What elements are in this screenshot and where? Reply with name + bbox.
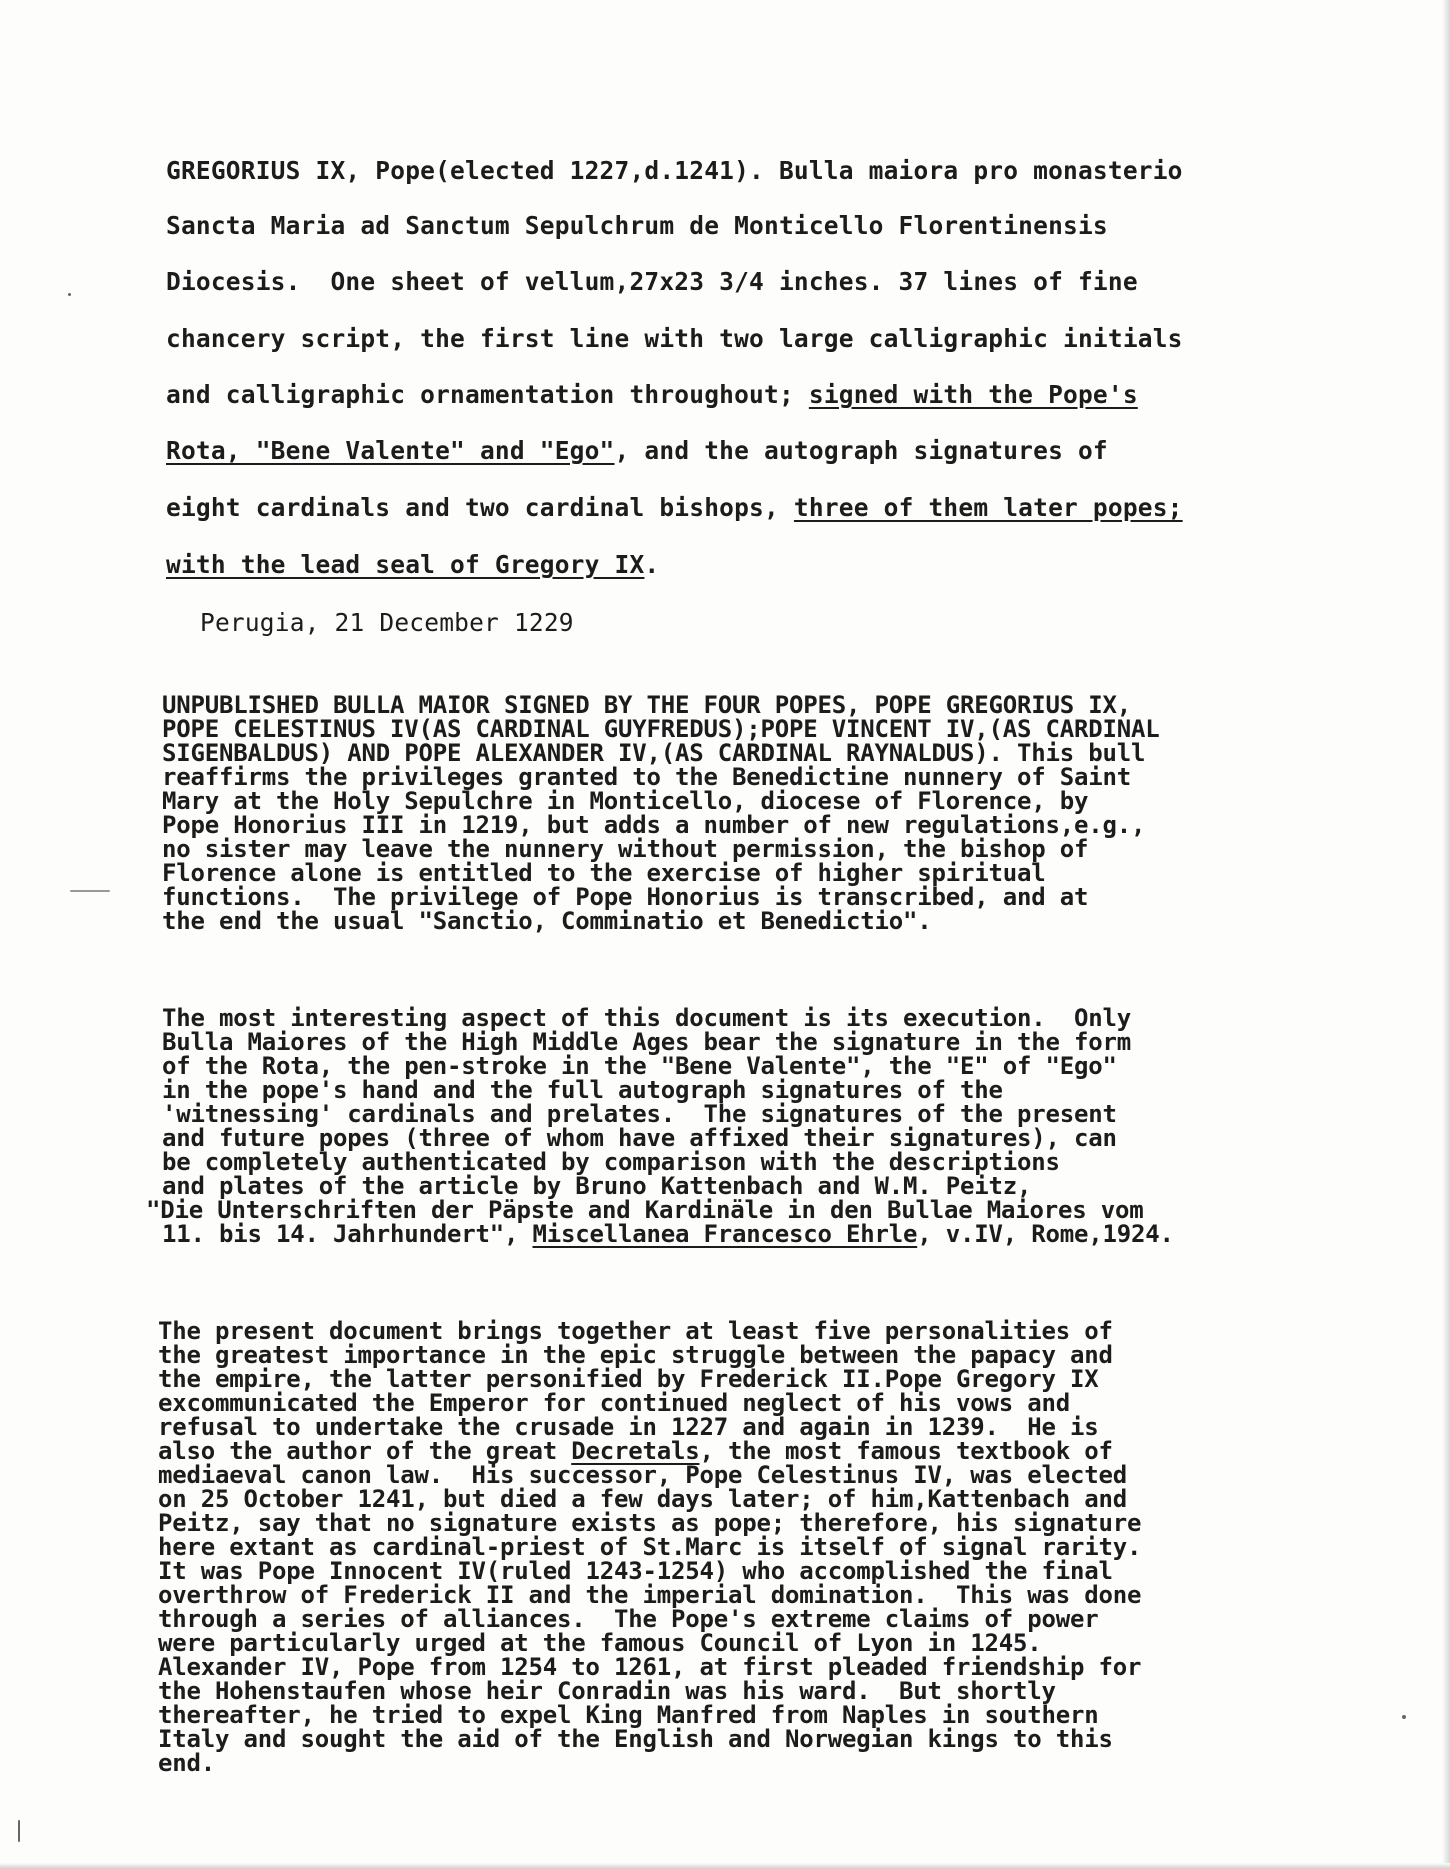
p3-line: on 25 October 1241, but died a few days later; of him,Kattenbach and <box>158 1485 1127 1513</box>
heading-line-1: GREGORIUS IX, Pope(elected 1227,d.1241). Bulla maiora pro monasterio <box>166 156 1183 185</box>
p3-line: the empire, the latter personified by Frederick II.Pope Gregory IX <box>158 1365 1099 1393</box>
p2-line: Bulla Maiores of the High Middle Ages bear the signature in the form <box>162 1028 1131 1056</box>
p1-line: reaffirms the privileges granted to the Benedictine nunnery of Saint <box>162 763 1131 791</box>
heading-line-6-text: , and the autograph signatures of <box>614 436 1108 465</box>
heading-line-5-text: and calligraphic ornamentation throughout; <box>166 380 809 409</box>
p3-line: here extant as cardinal-priest of St.Marc is itself of signal rarity. <box>158 1533 1142 1561</box>
p3-line: the Hohenstaufen whose heir Conradin was his ward. But shortly <box>158 1677 1056 1705</box>
p3-line: were particularly urged at the famous Council of Lyon in 1245. <box>158 1629 1042 1657</box>
p3-line: mediaeval canon law. His successor, Pope Celestinus IV, was elected <box>158 1461 1127 1489</box>
heading-line-4: chancery script, the first line with two large calligraphic initials <box>166 324 1183 353</box>
underlined-signed-rota: signed with the Pope's <box>808 380 1138 409</box>
underlined-later-popes: three of them later popes; <box>793 493 1183 522</box>
p1-line: the end the usual "Sanctio, Comminatio et Benedictio". <box>162 907 932 935</box>
p2-line: be completely authenticated by comparison with the descriptions <box>162 1148 1060 1176</box>
p2-line: and plates of the article by Bruno Kattenbach and W.M. Peitz, <box>162 1172 1032 1200</box>
p3-line: It was Pope Innocent IV(ruled 1243-1254) who accomplished the final <box>158 1557 1113 1585</box>
p1-line: functions. The privilege of Pope Honorius is transcribed, and at <box>162 883 1089 911</box>
scan-speck <box>70 890 110 892</box>
p3-text: also the author of the great <box>158 1437 572 1465</box>
page-edge-bottom <box>0 1863 1450 1869</box>
p3-line: end. <box>158 1749 215 1777</box>
heading-line-8 <box>166 550 659 579</box>
heading-line-6 <box>166 436 1108 465</box>
p2-line-last <box>162 1220 1174 1248</box>
p2-line: in the pope's hand and the full autograph signatures of the <box>162 1076 1003 1104</box>
heading-line-7-text: eight cardinals and two cardinal bishops, <box>166 493 794 522</box>
p3-line: refusal to undertake the crusade in 1227 and again in 1239. He is <box>158 1413 1099 1441</box>
place-date: Perugia, 21 December 1229 <box>200 608 574 637</box>
heading-line-8-text: . <box>644 550 660 579</box>
p3-line: thereafter, he tried to expel King Manfred from Naples in southern <box>158 1701 1099 1729</box>
p2-last-text-end: , v.IV, Rome,1924. <box>917 1220 1174 1248</box>
p3-line: through a series of alliances. The Pope's extreme claims of power <box>158 1605 1099 1633</box>
p2-line: of the Rota, the pen-stroke in the "Bene Valente", the "E" of "Ego" <box>162 1052 1117 1080</box>
p3-line: Alexander IV, Pope from 1254 to 1261, at first pleaded friendship for <box>158 1653 1142 1681</box>
heading-line-7 <box>166 493 1183 522</box>
page-edge-right <box>1442 0 1450 1869</box>
underlined-decretals: Decretals <box>571 1437 700 1465</box>
p1-line: SIGENBALDUS) AND POPE ALEXANDER IV,(AS CARDINAL RAYNALDUS). This bull <box>162 739 1146 767</box>
p2-line: The most interesting aspect of this document is its execution. Only <box>162 1004 1131 1032</box>
scan-speck <box>1402 1715 1406 1719</box>
underlined-rota-bene-valente: Rota, "Bene Valente" and "Ego" <box>166 436 615 465</box>
p2-line: 'witnessing' cardinals and prelates. The signatures of the present <box>162 1100 1117 1128</box>
p3-line: the greatest importance in the epic struggle between the papacy and <box>158 1341 1113 1369</box>
heading-line-3: Diocesis. One sheet of vellum,27x23 3/4 inches. 37 lines of fine <box>166 267 1138 296</box>
p3-line: excommunicated the Emperor for continued neglect of his vows and <box>158 1389 1070 1417</box>
scan-speck <box>68 293 71 296</box>
p1-line: Florence alone is entitled to the exercise of higher spiritual <box>162 859 1046 887</box>
p1-line: Mary at the Holy Sepulchre in Monticello, diocese of Florence, by <box>162 787 1089 815</box>
p2-line: "Die Unterschriften der Päpste and Kardinäle in den Bullae Maiores vom <box>146 1196 1144 1224</box>
scan-speck <box>18 1820 20 1842</box>
p3-line: overthrow of Frederick II and the imperial domination. This was done <box>158 1581 1142 1609</box>
p3-line: Italy and sought the aid of the English and Norwegian kings to this <box>158 1725 1113 1753</box>
p3-line: The present document brings together at least five personalities of <box>158 1317 1113 1345</box>
p2-line: and future popes (three of whom have affixed their signatures), can <box>162 1124 1117 1152</box>
p1-line: no sister may leave the nunnery without permission, the bishop of <box>162 835 1089 863</box>
p1-line: UNPUBLISHED BULLA MAIOR SIGNED BY THE FOUR POPES, POPE GREGORIUS IX, <box>162 691 1131 719</box>
p1-line: POPE CELESTINUS IV(AS CARDINAL GUYFREDUS);POPE VINCENT IV,(AS CARDINAL <box>162 715 1160 743</box>
p3-text-end: , the most famous textbook of <box>699 1437 1113 1465</box>
p1-line: Pope Honorius III in 1219, but adds a number of new regulations,e.g., <box>162 811 1146 839</box>
p2-last-text: 11. bis 14. Jahrhundert", <box>162 1220 533 1248</box>
underlined-lead-seal: with the lead seal of Gregory IX <box>166 550 645 579</box>
underlined-miscellanea: Miscellanea Francesco Ehrle <box>532 1220 918 1248</box>
heading-line-5 <box>166 380 1138 409</box>
heading-line-2: Sancta Maria ad Sanctum Sepulchrum de Monticello Florentinensis <box>166 211 1108 240</box>
p3-line: Peitz, say that no signature exists as pope; therefore, his signature <box>158 1509 1142 1537</box>
